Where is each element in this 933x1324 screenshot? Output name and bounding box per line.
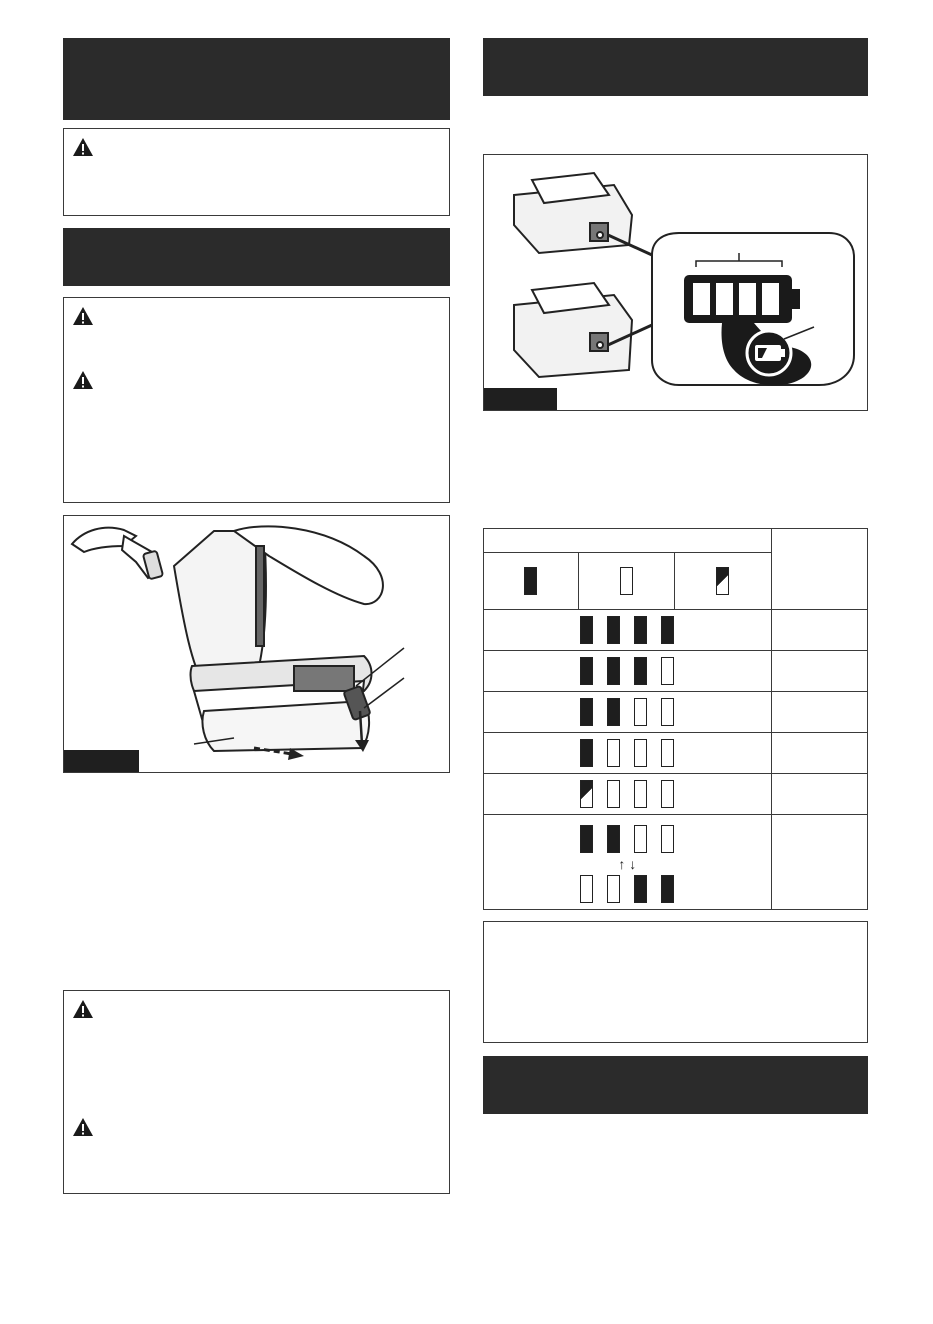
indicator-lamp-icon — [607, 739, 620, 767]
indicator-lamp-icon — [607, 780, 620, 808]
table-row — [484, 733, 868, 774]
tool-battery-illustration — [64, 516, 448, 771]
table-row — [484, 692, 868, 733]
indicator-lamp-icon — [634, 657, 647, 685]
warning-triangle-icon — [72, 370, 94, 390]
indicator-lamp-icon — [607, 825, 620, 853]
pruner-head-illustration — [72, 528, 163, 580]
indicator-lamp-icon — [634, 825, 647, 853]
indicator-lamp-icon — [661, 875, 674, 903]
warning-triangle-icon — [72, 1117, 94, 1137]
warning-triangle-icon — [72, 999, 94, 1019]
indicator-lamp-icon — [661, 698, 674, 726]
warning-triangle-icon — [72, 137, 94, 157]
battery-indicator-illustration — [484, 155, 866, 409]
indicator-lamp-icon — [661, 657, 674, 685]
table-row — [484, 610, 868, 651]
indicator-lamp-icon — [634, 739, 647, 767]
battery-low-icon — [747, 331, 791, 375]
figure-battery-install — [63, 515, 450, 773]
indicator-lamp-icon — [580, 616, 593, 644]
indicator-lamp-icon — [580, 825, 593, 853]
indicator-lamp-icon — [634, 616, 647, 644]
section-header-band-4 — [483, 1056, 868, 1114]
indicator-lamp-icon — [580, 698, 593, 726]
lamp-on-icon — [524, 567, 537, 595]
table-header-lamp-status — [484, 529, 772, 553]
battery-gauge-icon — [684, 275, 800, 323]
note-box — [483, 921, 868, 1043]
indicator-lamp-icon — [607, 698, 620, 726]
indicator-lamp-icon — [580, 739, 593, 767]
warning-box-2 — [63, 297, 450, 503]
table-row — [484, 774, 868, 815]
table-header-remaining — [771, 529, 867, 610]
indicator-lamp-icon — [607, 657, 620, 685]
battery-pack-large-illustration — [514, 283, 632, 377]
battery-pack-small-illustration — [514, 173, 632, 253]
indicator-lamp-icon — [661, 616, 674, 644]
caution-box-1 — [63, 128, 450, 216]
indicator-lamp-icon — [607, 875, 620, 903]
indicator-lamp-icon — [607, 616, 620, 644]
legend-blinking — [675, 553, 772, 610]
lamp-off-icon — [620, 567, 633, 595]
section-header-band-1 — [63, 38, 450, 120]
battery-indicator-table — [483, 528, 868, 910]
figure-label-tab — [484, 388, 557, 410]
indicator-lamp-icon — [580, 875, 593, 903]
indicator-lamp-icon — [634, 698, 647, 726]
lamp-blinking-icon — [716, 567, 729, 595]
section-header-band-3 — [483, 38, 868, 96]
warning-box-3 — [63, 990, 450, 1194]
table-row-alternating — [484, 815, 868, 910]
warning-triangle-icon — [72, 306, 94, 326]
legend-off — [578, 553, 675, 610]
legend-lighted — [484, 553, 579, 610]
figure-label-tab — [64, 750, 139, 772]
indicator-lamp-icon — [634, 780, 647, 808]
indicator-lamp-icon — [634, 875, 647, 903]
indicator-lamp-icon — [661, 739, 674, 767]
figure-battery-indicator — [483, 154, 868, 411]
indicator-lamp-icon — [661, 825, 674, 853]
alternate-arrows-icon: ↑ ↓ — [618, 856, 637, 872]
indicator-lamp-icon — [580, 657, 593, 685]
indicator-lamp-icon — [580, 780, 593, 808]
table-row — [484, 651, 868, 692]
indicator-lamp-icon — [661, 780, 674, 808]
section-header-band-2 — [63, 228, 450, 286]
